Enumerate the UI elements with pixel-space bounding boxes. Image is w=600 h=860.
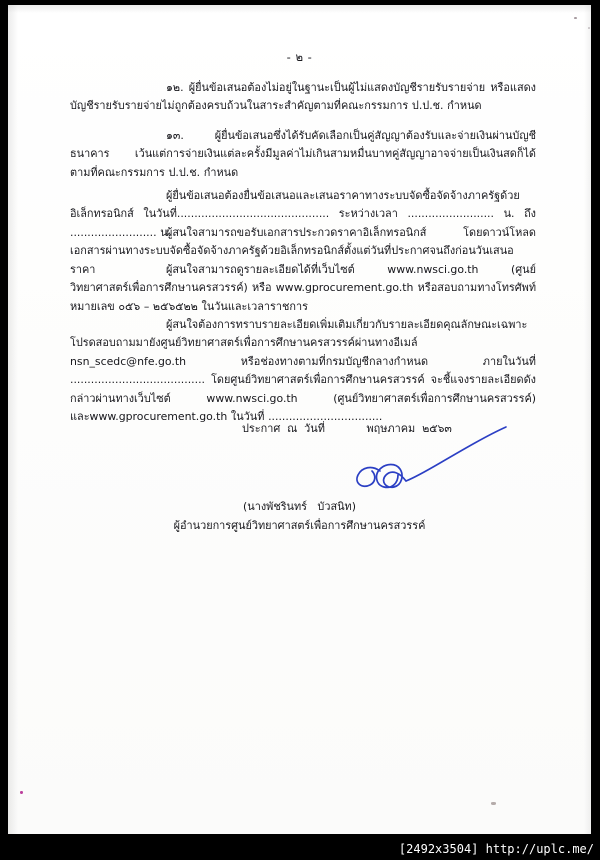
paragraph-item-12: ๑๒. ผู้ยื่นข้อเสนอต้องไม่อยู่ในฐานะเป็นผู้ไม่แสดงบัญชีรายรับรายจ่าย หรือแสดงบัญชีรายรับรายจ่ายไม่ถูกต้องครบถ้วนในสาระสำคัญตามที่คณะกรรมการ ป.ป.ช. กำหนด xyxy=(70,81,536,113)
paragraph-details-website: ผู้สนใจสามารถดูรายละเอียดได้ที่เว็บไซต์ www.nwsci.go.th (ศูนย์วิทยาศาสตร์เพื่อการศึกษานครสวรรค์) หรือ www.gprocurement.go.th หรือสอบถามทางโทรศัพท์หมายเลข ๐๕๖ – ๒๕๖๕๒๒ ในวันและเวลาราชการ xyxy=(70,263,536,313)
announcement-date-line: ประกาศ ณ วันที่ พฤษภาคม ๒๕๖๓ xyxy=(242,422,452,435)
paragraph-item-13: ๑๓. ผู้ยื่นข้อเสนอซึ่งได้รับคัดเลือกเป็นคู่สัญญาต้องรับและจ่ายเงินผ่านบัญชีธนาคาร เว้นแต่การจ่ายเงินแต่ละครั้งมีมูลค่าไม่เกินสามหมื่นบาทคู่สัญญาอาจจ่ายเป็นเงินสดก็ได้ ตามที่คณะกรรมการ ป.ป.ช. กำหนด xyxy=(70,129,536,179)
paragraph-submission-channel: ผู้ยื่นข้อเสนอต้องยื่นข้อเสนอและเสนอราคาทางระบบจัดซื้อจัดจ้างภาครัฐด้วยอิเล็กทรอนิกส์ ในวันที่............................................ ระหว่างเวลา ......................... น. ถึง ......................... น. xyxy=(70,189,536,239)
signatory-title: ผู้อำนวยการศูนย์วิทยาศาสตร์เพื่อการศึกษานครสวรรค์ xyxy=(173,519,426,532)
scan-artifact-speck xyxy=(574,17,577,19)
handwritten-signature xyxy=(288,425,518,505)
viewer-caption-bar xyxy=(0,834,600,860)
paragraph-document-download: ผู้สนใจสามารถขอรับเอกสารประกวดราคาอิเล็กทรอนิกส์ โดยดาวน์โหลดเอกสารผ่านทางระบบจัดซื้อจัดจ้างภาครัฐด้วยอิเล็กทรอนิกส์ตั้งแต่วันที่ประกาศจนถึงก่อนวันเสนอราคา xyxy=(70,226,536,276)
paragraph-further-info: ผู้สนใจต้องการทราบรายละเอียดเพิ่มเติมเกี่ยวกับรายละเอียดคุณลักษณะเฉพาะ โปรดสอบถามมายังศูนย์วิทยาศาสตร์เพื่อการศึกษานครสวรรค์ผ่านทางอีเมล์ nsn_scedc@nfe.go.th หรือช่องทางตามที่กรมบัญชีกลางกำหนด ภายในวันที่ ....................................... โดยศูนย์วิทยาศาสตร์เพื่อการศึกษานครสวรรค์ จะชี้แจงรายละเอียดดังกล่าวผ่านทางเว็บไซต์ www.nwsci.go.th (ศูนย์วิทยาศาสตร์เพื่อการศึกษานครสวรรค์) และwww.gprocurement.go.th ในวันที่ ................................. xyxy=(70,318,536,424)
image-dimensions-caption: [2492x3504] http://uplc.me/ xyxy=(398,842,594,856)
signatory-name: (นางพัชรินทร์ บัวสนิท) xyxy=(243,500,356,513)
page-number: - ๒ - xyxy=(286,50,313,64)
scan-artifact-speck xyxy=(491,802,496,805)
document-text-body xyxy=(8,5,591,839)
scanned-document-page xyxy=(8,5,591,839)
scan-artifact-speck xyxy=(20,791,23,794)
scan-artifact-speck xyxy=(588,27,590,29)
